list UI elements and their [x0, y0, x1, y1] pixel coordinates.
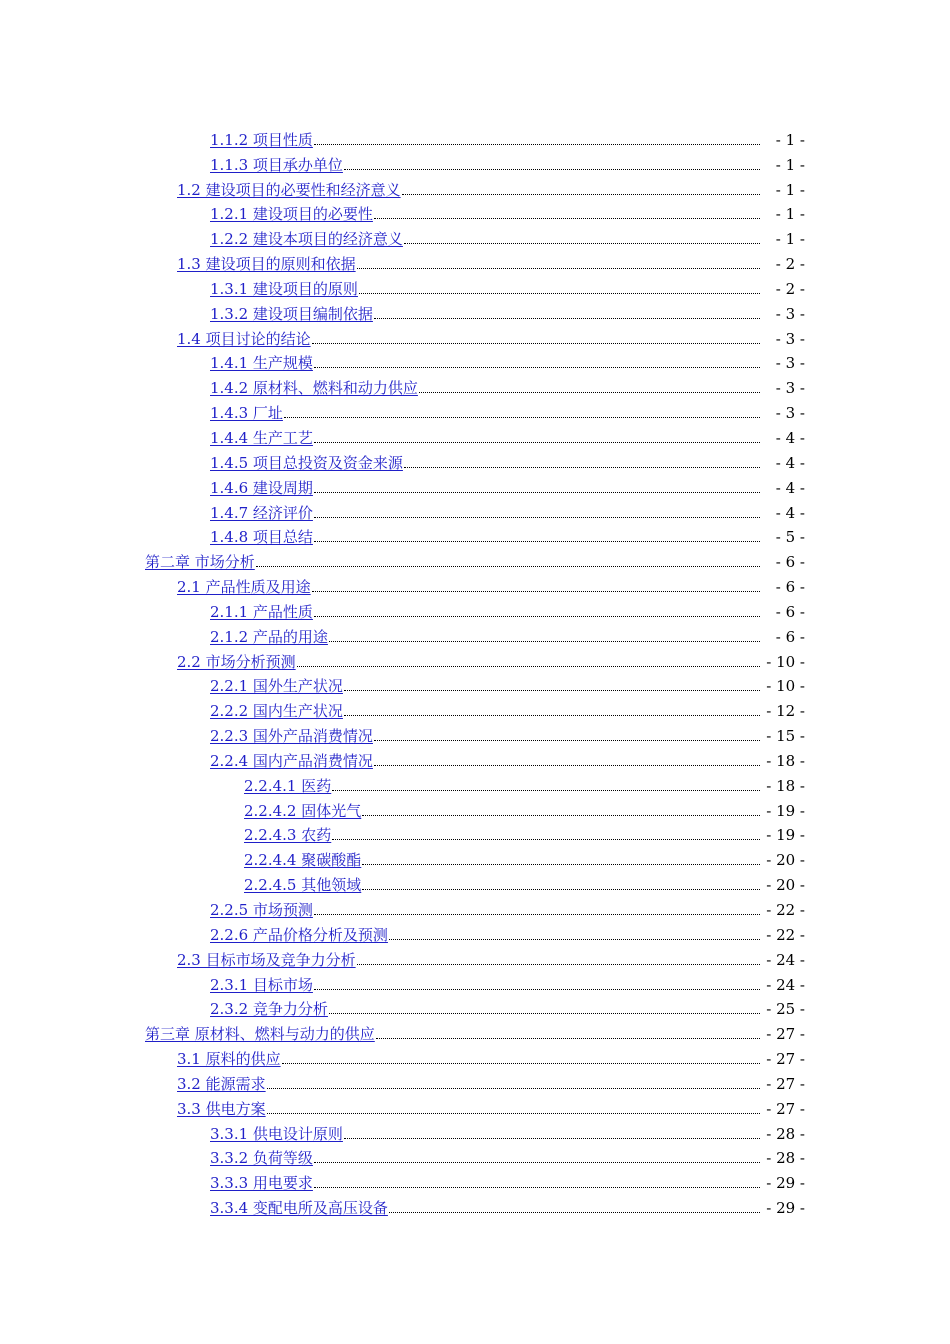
toc-page-number: - 3 - [775, 404, 805, 423]
toc-entry[interactable] [0, 869, 950, 894]
toc-entry[interactable] [0, 944, 950, 969]
toc-entry[interactable] [0, 472, 950, 497]
toc-dot-leader [314, 616, 760, 617]
toc-entry[interactable] [0, 546, 950, 571]
toc-page-number: - 4 - [775, 428, 805, 447]
toc-dot-leader [362, 864, 760, 865]
toc-page-number: - 20 - [766, 876, 805, 895]
toc-entry-link[interactable]: 2.1.2 产品的用途 [210, 627, 328, 646]
toc-entry-link[interactable]: 3.3 供电方案 [177, 1099, 266, 1118]
toc-entry[interactable] [0, 497, 950, 522]
toc-entry[interactable] [0, 1167, 950, 1192]
toc-entry[interactable] [0, 323, 950, 348]
toc-entry-link[interactable]: 1.4.5 项目总投资及资金来源 [210, 453, 403, 472]
toc-dot-leader [374, 740, 760, 741]
toc-page-number: - 6 - [775, 553, 805, 572]
toc-entry[interactable] [0, 1093, 950, 1118]
toc-dot-leader [314, 492, 760, 493]
toc-page-number: - 6 - [775, 578, 805, 597]
toc-page-number: - 28 - [766, 1149, 805, 1168]
toc-entry[interactable] [0, 1018, 950, 1043]
toc-page-number: - 6 - [775, 627, 805, 646]
toc-entry-link[interactable]: 1.4.7 经济评价 [210, 503, 313, 522]
toc-entry[interactable] [0, 994, 950, 1019]
toc-entry[interactable] [0, 844, 950, 869]
toc-entry-link[interactable]: 2.1.1 产品性质 [210, 602, 313, 621]
toc-entry[interactable] [0, 571, 950, 596]
toc-entry-link[interactable]: 1.3.2 建设项目编制依据 [210, 304, 373, 323]
toc-dot-leader [332, 790, 760, 791]
toc-entry-link[interactable]: 2.1 产品性质及用途 [177, 578, 311, 597]
toc-dot-leader [329, 1013, 760, 1014]
toc-dot-leader [404, 243, 760, 244]
toc-entry[interactable] [0, 919, 950, 944]
toc-page-number: - 6 - [775, 602, 805, 621]
toc-entry-link[interactable]: 2.2.4.5 其他领域 [244, 876, 362, 895]
toc-dot-leader [332, 839, 760, 840]
toc-dot-leader [297, 666, 760, 667]
toc-entry-link[interactable]: 1.4.4 生产工艺 [210, 428, 313, 447]
toc-dot-leader [374, 765, 760, 766]
toc-entry-link[interactable]: 1.3 建设项目的原则和依据 [177, 255, 356, 274]
toc-dot-leader [362, 815, 760, 816]
toc-entry[interactable] [0, 199, 950, 224]
toc-entry[interactable] [0, 223, 950, 248]
toc-dot-leader [419, 392, 760, 393]
toc-page-number: - 18 - [766, 751, 805, 770]
toc-dot-leader [329, 641, 760, 642]
toc-entry-link[interactable]: 2.3.1 目标市场 [210, 975, 313, 994]
toc-entry[interactable] [0, 348, 950, 373]
toc-entry[interactable] [0, 646, 950, 671]
toc-entry-link[interactable]: 1.4.1 生产规模 [210, 354, 313, 373]
toc-dot-leader [389, 1212, 760, 1213]
toc-entry-link[interactable]: 1.4.2 原材料、燃料和动力供应 [210, 379, 418, 398]
toc-dot-leader [282, 1063, 760, 1064]
toc-entry[interactable] [0, 174, 950, 199]
toc-dot-leader [256, 566, 760, 567]
table-of-contents [0, 124, 950, 1217]
toc-dot-leader [359, 293, 760, 294]
toc-entry-link[interactable]: 1.2.2 建设本项目的经济意义 [210, 230, 403, 249]
toc-dot-leader [376, 1038, 760, 1039]
toc-entry-link[interactable]: 2.2.5 市场预测 [210, 901, 313, 919]
toc-page-number: - 1 - [775, 155, 805, 174]
toc-page-number: - 2 - [775, 279, 805, 298]
toc-dot-leader [267, 1088, 760, 1089]
toc-entry-link[interactable]: 2.2.6 产品价格分析及预测 [210, 925, 388, 944]
toc-entry-link[interactable]: 2.2.2 国内生产状况 [210, 702, 343, 721]
toc-entry-link[interactable]: 1.4.8 项目总结 [210, 528, 313, 547]
toc-page-number: - 1 - [775, 130, 805, 149]
toc-entry-link[interactable]: 3.1 原料的供应 [177, 1050, 281, 1069]
toc-entry[interactable] [0, 621, 950, 646]
toc-dot-leader [314, 1187, 760, 1188]
toc-entry-link[interactable]: 3.3.2 负荷等级 [210, 1149, 313, 1168]
toc-page-number: - 1 - [775, 180, 805, 199]
toc-page-number: - 24 - [766, 975, 805, 994]
toc-page-number: - 2 - [775, 255, 805, 274]
toc-entry-link[interactable]: 2.2.4.3 农药 [244, 826, 332, 845]
toc-dot-leader [314, 517, 760, 518]
toc-entry[interactable] [0, 695, 950, 720]
toc-entry[interactable] [0, 1192, 950, 1217]
toc-entry-link[interactable]: 1.2 建设项目的必要性和经济意义 [177, 180, 401, 199]
toc-entry-link[interactable]: 1.4.6 建设周期 [210, 478, 313, 497]
toc-dot-leader [344, 169, 760, 170]
toc-entry[interactable] [0, 1143, 950, 1168]
toc-page-number: - 24 - [766, 950, 805, 969]
toc-page-number: - 29 - [766, 1199, 805, 1218]
toc-page-number: - 5 - [775, 528, 805, 547]
toc-page-number: - 27 - [766, 1050, 805, 1069]
toc-page-number: - 27 - [766, 1099, 805, 1118]
toc-page-number: - 25 - [766, 1000, 805, 1019]
toc-entry-link[interactable]: 3.3.1 供电设计原则 [210, 1124, 343, 1143]
toc-entry[interactable] [0, 1043, 950, 1068]
toc-entry-link[interactable]: 2.3 目标市场及竞争力分析 [177, 950, 356, 969]
toc-entry[interactable] [0, 596, 950, 621]
toc-entry-link[interactable]: 2.3.2 竞争力分析 [210, 1000, 328, 1019]
toc-entry[interactable] [0, 248, 950, 273]
toc-page-number: - 18 - [766, 776, 805, 795]
toc-entry[interactable] [0, 720, 950, 745]
toc-page-number: - 22 - [766, 901, 805, 919]
toc-page-number: - 4 - [775, 503, 805, 522]
toc-page-number: - 4 - [775, 478, 805, 497]
toc-entry[interactable] [0, 770, 950, 795]
toc-page-number: - 28 - [766, 1124, 805, 1143]
toc-entry[interactable] [0, 298, 950, 323]
toc-page-number: - 4 - [775, 453, 805, 472]
toc-entry-link[interactable]: 2.2.4.2 固体光气 [244, 801, 362, 820]
toc-entry-link[interactable]: 1.4 项目讨论的结论 [177, 329, 311, 348]
toc-dot-leader [374, 318, 760, 319]
toc-dot-leader [314, 914, 760, 915]
toc-entry-link[interactable]: 1.2.1 建设项目的必要性 [210, 205, 373, 224]
toc-entry[interactable] [0, 820, 950, 845]
toc-page-number: - 1 - [775, 230, 805, 249]
toc-entry[interactable] [0, 124, 950, 149]
toc-entry[interactable] [0, 522, 950, 547]
toc-entry[interactable] [0, 273, 950, 298]
toc-entry[interactable] [0, 397, 950, 422]
toc-entry-link[interactable]: 2.2.4.4 聚碳酸酯 [244, 851, 362, 870]
toc-entry-link[interactable]: 2.2.4 国内产品消费情况 [210, 751, 373, 770]
toc-page-number: - 3 - [775, 354, 805, 373]
toc-entry[interactable] [0, 671, 950, 696]
toc-dot-leader [312, 343, 760, 344]
toc-dot-leader [344, 690, 760, 691]
toc-entry-link[interactable]: 1.1.2 项目性质 [210, 130, 313, 149]
toc-entry[interactable] [0, 1068, 950, 1093]
toc-page-number: - 19 - [766, 801, 805, 820]
toc-entry[interactable] [0, 422, 950, 447]
toc-dot-leader [404, 467, 760, 468]
toc-page-number: - 27 - [766, 1074, 805, 1093]
toc-dot-leader [357, 268, 760, 269]
toc-entry-link[interactable]: 1.4.3 厂址 [210, 404, 283, 423]
toc-dot-leader [374, 218, 760, 219]
toc-entry[interactable] [0, 795, 950, 820]
toc-dot-leader [284, 417, 760, 418]
toc-page-number: - 3 - [775, 329, 805, 348]
toc-dot-leader [267, 1113, 760, 1114]
toc-entry[interactable] [0, 894, 950, 919]
toc-entry-link[interactable]: 2.2.1 国外生产状况 [210, 677, 343, 696]
toc-dot-leader [389, 939, 760, 940]
toc-entry-link[interactable]: 2.2.3 国外产品消费情况 [210, 727, 373, 746]
toc-page-number: - 29 - [766, 1174, 805, 1193]
toc-entry[interactable] [0, 372, 950, 397]
toc-dot-leader [314, 367, 760, 368]
toc-dot-leader [314, 1162, 760, 1163]
toc-entry-link[interactable]: 1.1.3 项目承办单位 [210, 155, 343, 174]
toc-entry[interactable] [0, 969, 950, 994]
toc-entry-link[interactable]: 1.3.1 建设项目的原则 [210, 279, 358, 298]
toc-dot-leader [344, 1138, 760, 1139]
toc-page-number: - 3 - [775, 304, 805, 323]
toc-dot-leader [312, 591, 760, 592]
toc-page-number: - 19 - [766, 826, 805, 845]
toc-dot-leader [314, 989, 760, 990]
toc-dot-leader [314, 442, 760, 443]
toc-page-number: - 12 - [766, 702, 805, 721]
toc-page-number: - 15 - [766, 727, 805, 746]
toc-page-number: - 20 - [766, 851, 805, 870]
toc-dot-leader [362, 889, 760, 890]
toc-dot-leader [357, 964, 760, 965]
toc-entry[interactable] [0, 745, 950, 770]
toc-entry[interactable] [0, 1118, 950, 1143]
toc-entry[interactable] [0, 447, 950, 472]
toc-page-number: - 10 - [766, 677, 805, 696]
toc-page-number: - 1 - [775, 205, 805, 224]
toc-dot-leader [314, 541, 760, 542]
toc-entry-link[interactable]: 2.2 市场分析预测 [177, 652, 296, 671]
toc-entry-link[interactable]: 2.2.4.1 医药 [244, 776, 332, 795]
toc-page-number: - 22 - [766, 925, 805, 944]
toc-entry[interactable] [0, 149, 950, 174]
toc-dot-leader [314, 144, 760, 145]
toc-dot-leader [402, 194, 760, 195]
toc-page-number: - 10 - [766, 652, 805, 671]
toc-entry-link[interactable]: 3.2 能源需求 [177, 1074, 266, 1093]
toc-entry-link[interactable]: 第三章 原材料、燃料与动力的供应 [145, 1025, 375, 1044]
toc-page-number: - 27 - [766, 1025, 805, 1044]
toc-dot-leader [344, 715, 760, 716]
toc-page-number: - 3 - [775, 379, 805, 398]
toc-entry-link[interactable]: 第二章 市场分析 [145, 553, 255, 572]
toc-entry-link[interactable]: 3.3.3 用电要求 [210, 1174, 313, 1193]
toc-entry-link[interactable]: 3.3.4 变配电所及高压设备 [210, 1199, 388, 1218]
